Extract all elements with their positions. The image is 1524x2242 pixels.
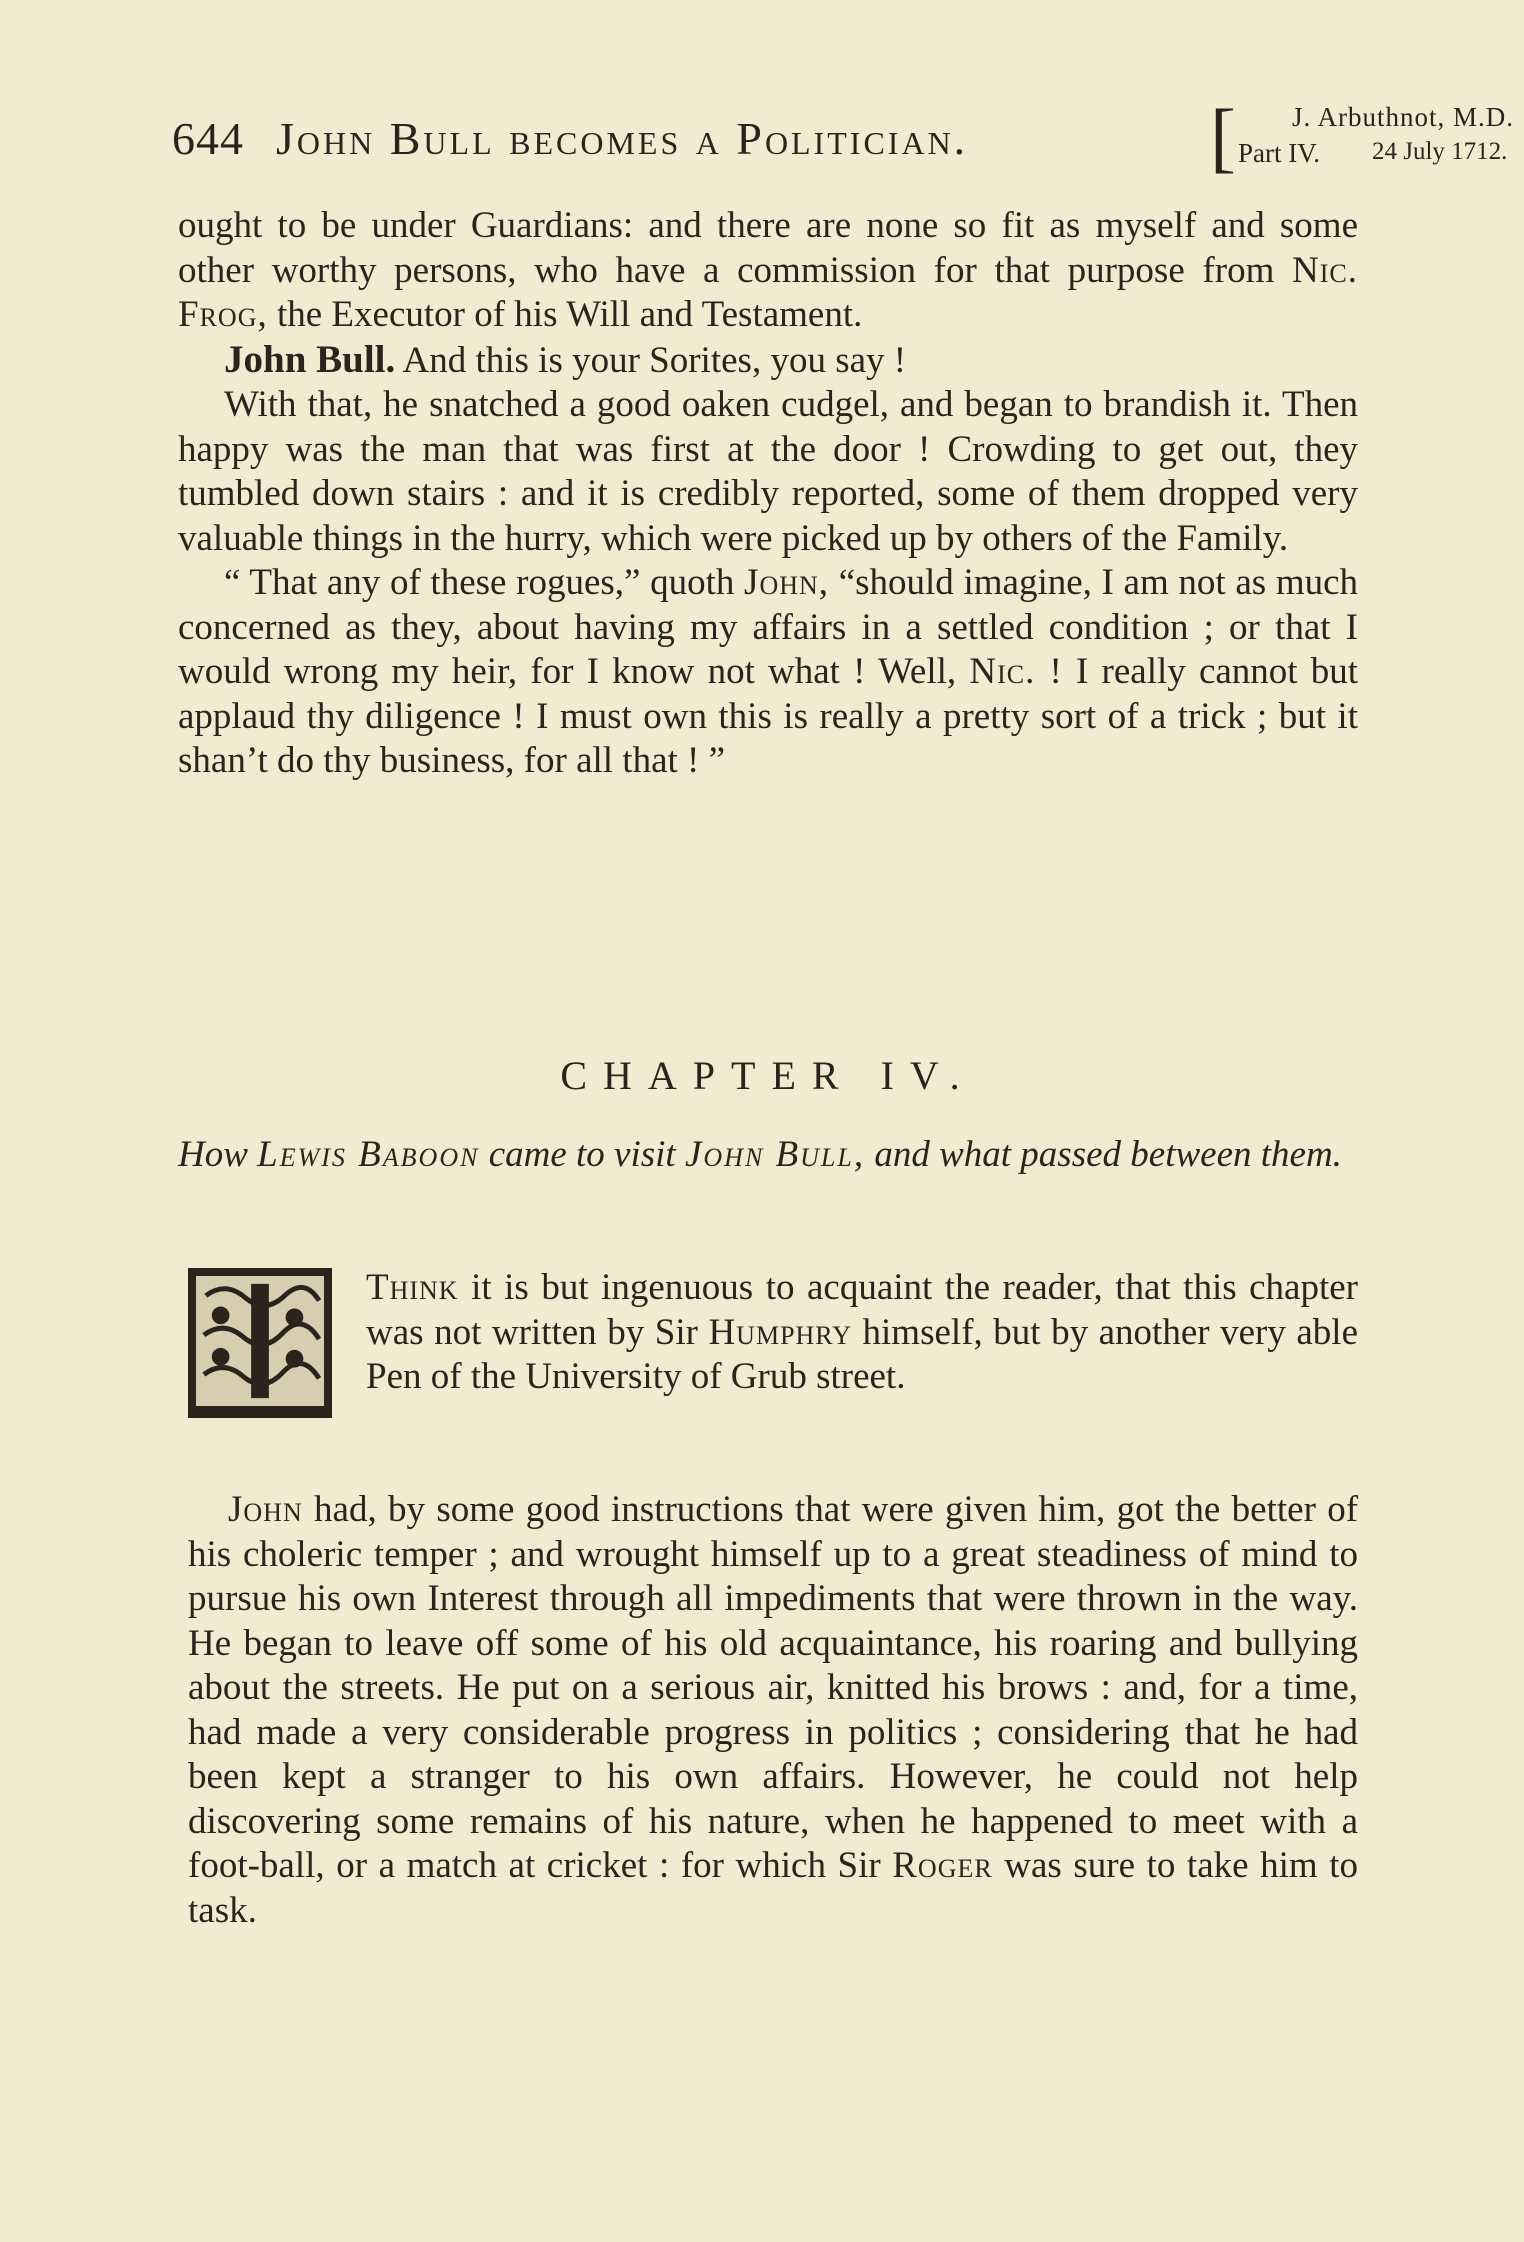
text-run: ought to be under Guardians: and there are none so fit as myself and some other worthy persons, who have a commission for that purpose from: [178, 205, 1358, 291]
name-roger: Roger: [892, 1845, 993, 1886]
lead-word: Think: [366, 1267, 459, 1308]
text-run: was sure to take him to task.: [188, 1845, 1358, 1931]
opening-text: [178, 204, 1358, 784]
header-bracket: [: [1210, 93, 1236, 180]
paragraph: With that, he snatched a good oaken cudgel, and began to brandish it. Then happy was the man that was first at the door ! Crowding to get out, they tumbled down stairs : and it is credibly reported, some of them dropped very valuable things in the hurry, which were picked up by others of the Family.: [178, 384, 1358, 559]
floral-ornament-icon: [196, 1276, 324, 1406]
text-run: “ That any of these rogues,” quoth: [224, 562, 735, 603]
author-note: J. Arbuthnot, M.D.: [1292, 102, 1515, 132]
name-john: John,: [744, 562, 830, 603]
name-nic-frog: Nic. Frog,: [178, 249, 1358, 335]
text-run: the Executor of his Will and Testament.: [276, 294, 863, 335]
initial-paragraph: [366, 1266, 1358, 1400]
lead-word: John: [228, 1489, 303, 1530]
paragraph: [178, 338, 1358, 384]
paragraph: [366, 1266, 1358, 1400]
name-nic: Nic. !: [969, 651, 1063, 692]
speaker-label: John Bull.: [224, 337, 396, 381]
decorated-initial: [188, 1268, 332, 1418]
paragraph: [178, 561, 1358, 784]
text-run: came to visit: [488, 1134, 676, 1175]
running-title: John Bull becomes a Politician.: [276, 113, 969, 164]
part-note: Part IV.: [1238, 138, 1321, 168]
page-number: 644: [172, 113, 244, 164]
text-run: himself, but by another very able Pen of the University of Grub street.: [366, 1311, 1358, 1397]
text-run: “should imagine, I am not as much concerned as they, about having my affairs in a settled condition ; or that I would wrong my heir, for I know not what ! Well,: [178, 562, 1359, 692]
date-note: 24 July 1712.: [1372, 138, 1508, 165]
name-humphry: Humphry: [708, 1311, 852, 1353]
chapter-summary: [178, 1130, 1358, 1180]
body-paragraph: [188, 1488, 1358, 1933]
text-run: it is but ingenuous to acquaint the reader, that this chapter was not written by Sir: [366, 1267, 1358, 1353]
running-head: [172, 93, 1515, 180]
text-run: I really cannot but applaud thy diligence ! I must own this is really a pretty sort of a trick ; but it shan’t do thy business, for all that ! ”: [178, 651, 1359, 781]
text-run: and what passed between them.: [874, 1134, 1342, 1175]
chapter-heading: CHAPTER IV.: [560, 1053, 976, 1098]
name-john-bull: John Bull,: [684, 1134, 866, 1175]
name-lewis-baboon: Lewis Baboon: [257, 1134, 480, 1175]
text-run: And this is your Sorites, you say !: [402, 339, 907, 381]
text-run: had, by some good instructions that were given him, got the better of his choleric temper ; and wrought himself up to a great steadiness of mind to pursue his own Interest through all impediments that were thrown in the way. He began to leave off some of his old acquaintance, his roaring and bullying about the streets. He put on a serious air, knitted his brows : and, for a time, had made a very considerable progress in politics ; considering that he had been kept a stranger to his own affairs. However, he could not help discovering some remains of his nature, when he happened to meet with a foot-ball, or a match at cricket : for which Sir: [188, 1489, 1359, 1886]
initial-ornament: [196, 1276, 324, 1406]
paragraph: [188, 1488, 1358, 1933]
text-run: How: [178, 1134, 248, 1175]
paragraph: [178, 204, 1358, 338]
